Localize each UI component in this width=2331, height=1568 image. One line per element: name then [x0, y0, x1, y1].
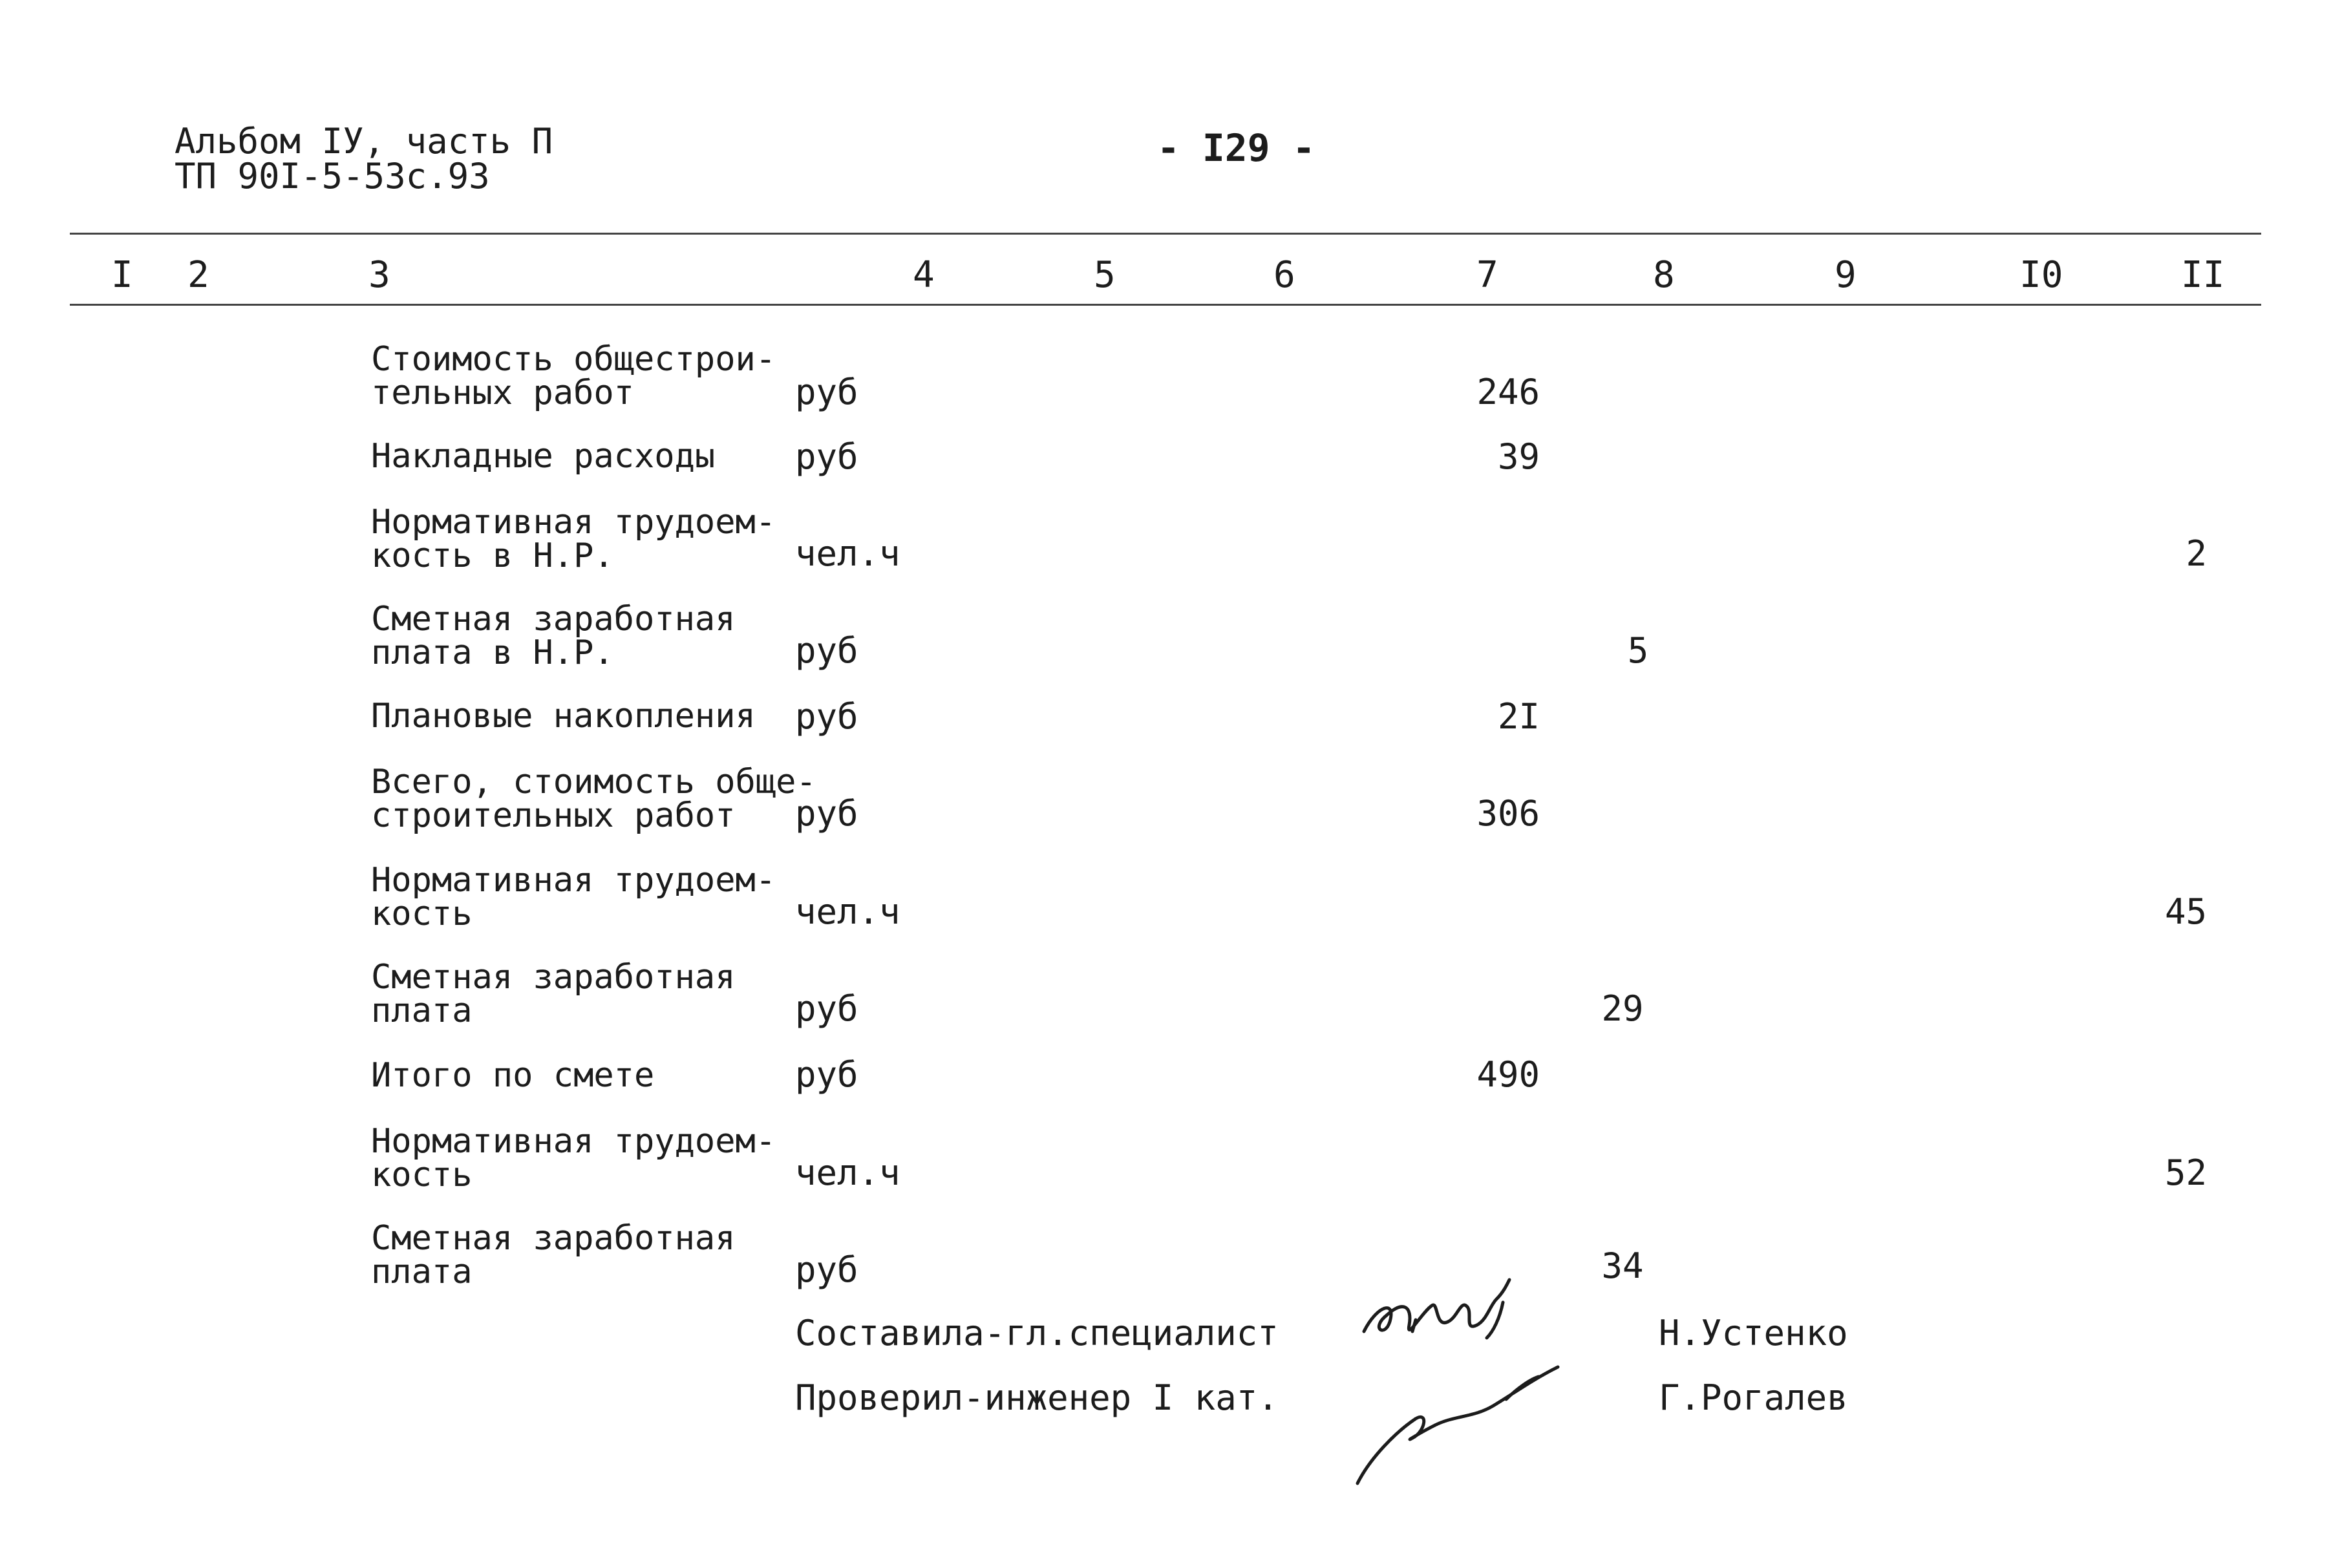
row-unit: чел.ч	[795, 1152, 900, 1193]
column-number: 6	[1273, 254, 1295, 296]
row-value-col7: 246	[1476, 372, 1540, 412]
column-number: II	[2181, 254, 2225, 296]
row-description-line: Нормативная трудоем-	[371, 503, 776, 542]
row-value-col7: 39	[1497, 436, 1540, 477]
page-number: - I29 -	[1157, 126, 1315, 170]
checked-by-label: Проверил-инженер I кат.	[795, 1377, 1279, 1418]
header-bottom-rule	[70, 304, 2261, 306]
column-number: 2	[187, 254, 209, 296]
row-description-line: Сметная заработная	[371, 1219, 736, 1258]
row-description-line: кость	[371, 895, 473, 933]
row-description-line: кость в Н.Р.	[371, 536, 614, 575]
column-number: 5	[1094, 254, 1116, 296]
project-code: ТП 90I-5-53с.93	[175, 156, 490, 196]
column-number: 8	[1653, 254, 1675, 296]
row-description-line: Стоимость общестрои-	[371, 340, 776, 379]
column-number: 9	[1835, 254, 1857, 296]
row-description-line: тельных работ	[371, 374, 634, 412]
row-value-col7: 490	[1476, 1054, 1540, 1095]
row-unit: руб	[795, 630, 858, 671]
row-description-line: Сметная заработная	[371, 600, 736, 639]
row-description-line: Плановые накопления	[371, 697, 756, 736]
row-unit: чел.ч	[795, 533, 900, 574]
row-value-col8: 5	[1627, 630, 1649, 671]
row-unit: руб	[795, 696, 858, 737]
row-unit: чел.ч	[795, 891, 900, 932]
column-number: 3	[368, 254, 390, 296]
row-description-line: Нормативная трудоем-	[371, 1122, 776, 1161]
row-value-col7: 306	[1476, 793, 1540, 834]
row-value-col8: 34	[1601, 1245, 1644, 1286]
row-description-line: кость	[371, 1156, 473, 1194]
row-description-line: Итого по смете	[371, 1056, 655, 1095]
row-unit: руб	[795, 372, 858, 412]
row-value-col8: 29	[1601, 988, 1644, 1029]
row-unit: руб	[795, 436, 858, 477]
compiled-by-label: Составила-гл.специалист	[795, 1313, 1279, 1353]
row-description-line: плата	[371, 991, 473, 1030]
column-number: I	[111, 254, 133, 296]
row-unit: руб	[795, 988, 858, 1029]
row-unit: руб	[795, 1054, 858, 1095]
row-description-line: плата в Н.Р.	[371, 633, 614, 672]
row-description-line: Сметная заработная	[371, 958, 736, 997]
row-unit: руб	[795, 793, 858, 834]
row-value-col11: 45	[2164, 891, 2207, 932]
row-value-col11: 2	[2186, 533, 2207, 574]
signature-checker	[1345, 1341, 1590, 1496]
checked-by-name: Г.Рогалев	[1659, 1377, 1848, 1418]
album-label: Альбом IУ, часть П	[175, 121, 553, 162]
row-description-line: Накладные расходы	[371, 437, 716, 476]
row-description-line: Нормативная трудоем-	[371, 861, 776, 900]
column-number: 7	[1476, 254, 1498, 296]
signature-compiler	[1351, 1260, 1532, 1351]
row-description-line: Всего, стоимость обще-	[371, 763, 816, 801]
column-number: I0	[2019, 254, 2063, 296]
row-description-line: строительных работ	[371, 796, 736, 835]
row-value-col11: 52	[2164, 1152, 2207, 1193]
row-description-line: плата	[371, 1253, 473, 1291]
row-unit: руб	[795, 1249, 858, 1290]
top-rule	[70, 233, 2261, 235]
column-number: 4	[913, 254, 935, 296]
compiled-by-name: Н.Устенко	[1659, 1313, 1848, 1353]
row-value-col7: 2I	[1497, 696, 1540, 737]
